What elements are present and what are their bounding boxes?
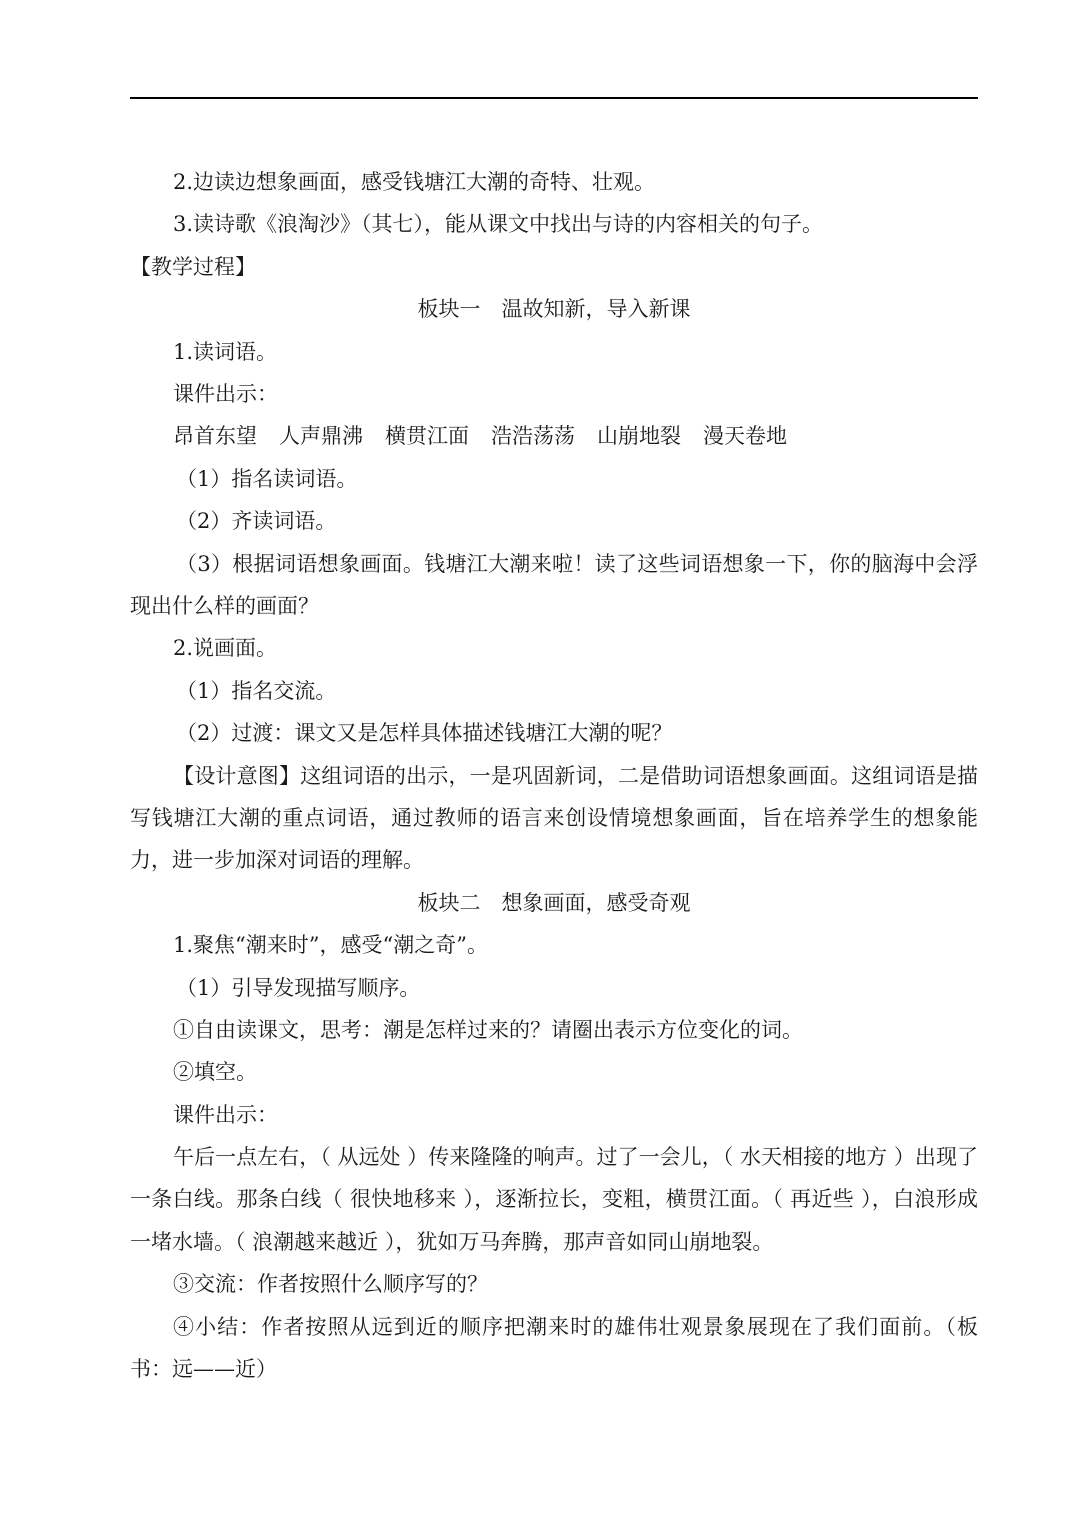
document-body	[130, 161, 978, 1390]
goal-item-3: 3.读诗歌《浪淘沙》（其七），能从课文中找出与诗的内容相关的句子。	[173, 212, 824, 237]
fill-in-passage: 午后一点左右，（ 从远处 ）传来隆隆的响声。过了一会儿，（ 水天相接的地方 ）出现了一条白线。那条白线（ 很快地移来 ），逐渐拉长，变粗，横贯江面。（ 再近些 ），白浪形成一堵水墙。（ 浪潮越来越近 ），犹如万马奔腾，那声音如同山崩地裂。	[130, 1145, 978, 1254]
block1-sub4: （1）指名交流。	[176, 678, 337, 703]
block2-sub1: （1）引导发现描写顺序。	[176, 975, 421, 1000]
block1-sub1: （1）指名读词语。	[176, 466, 358, 491]
vocabulary-list	[130, 415, 978, 457]
header-rule	[130, 97, 978, 99]
vocab-word: 人声鼎沸	[279, 424, 363, 449]
block1-step2: 2.说画面。	[173, 636, 278, 661]
vocab-word: 昂首东望	[173, 424, 257, 449]
block2-step1: 1.聚焦“潮来时”，感受“潮之奇”。	[173, 933, 488, 958]
process-heading: 【教学过程】	[130, 254, 256, 279]
block2-circle-4: ④小结：作者按照从远到近的顺序把潮来时的雄伟壮观景象展现在了我们面前。（板书：远——近）	[130, 1314, 978, 1382]
block2-title: 板块二 想象画面，感受奇观	[417, 890, 691, 915]
block1-step1: 1.读词语。	[173, 339, 278, 364]
block1-courseware-label: 课件出示：	[173, 381, 278, 406]
design-intent-label: 【设计意图】	[173, 763, 301, 788]
block2-circle-2: ②填空。	[173, 1060, 257, 1085]
block1-sub5: （2）过渡：课文又是怎样具体描述钱塘江大潮的呢？	[176, 721, 673, 746]
design-intent-text: 这组词语的出示，一是巩固新词，二是借助词语想象画面。这组词语是描写钱塘江大潮的重点词语，通过教师的语言来创设情境想象画面，旨在培养学生的想象能力，进一步加深对词语的理解。	[130, 763, 979, 873]
vocab-word: 山崩地裂	[597, 424, 681, 449]
block2-circle-1: ①自由读课文，思考：潮是怎样过来的？请圈出表示方位变化的词。	[173, 1017, 803, 1042]
block1-sub2: （2）齐读词语。	[176, 509, 337, 534]
design-intent-paragraph	[130, 755, 978, 882]
vocab-word: 横贯江面	[385, 424, 469, 449]
block1-title: 板块一 温故知新，导入新课	[417, 297, 691, 322]
vocab-word: 漫天卷地	[703, 424, 787, 449]
goal-item-2: 2.边读边想象画面，感受钱塘江大潮的奇特、壮观。	[173, 170, 656, 194]
vocab-word: 浩浩荡荡	[491, 424, 575, 449]
block2-circle-3: ③交流：作者按照什么顺序写的？	[173, 1272, 488, 1297]
block1-sub3: （3）根据词语想象画面。钱塘江大潮来啦！读了这些词语想象一下，你的脑海中会浮现出什么样的画面？	[130, 551, 978, 618]
block2-courseware-label: 课件出示：	[173, 1102, 278, 1127]
